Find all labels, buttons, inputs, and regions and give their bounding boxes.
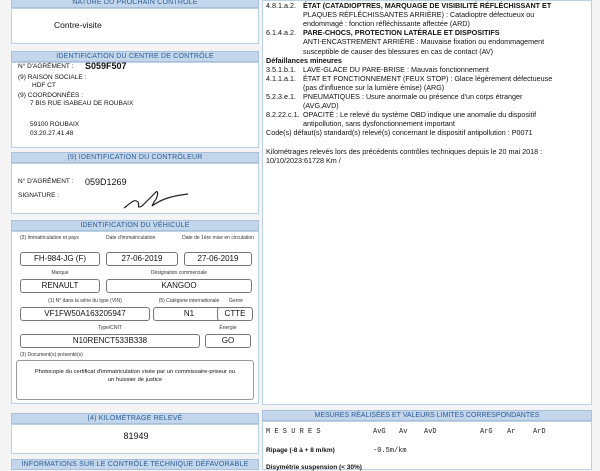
vin-label: (1) N° dans la série du type (VIN) (48, 298, 122, 304)
right-column (262, 0, 592, 470)
controleur-panel (11, 163, 259, 214)
ripage-value: -0.5m/km (373, 447, 407, 455)
defect-text: OPACITÉ : Le relevé du système OBD indique une anomalie du dispositif (303, 110, 537, 120)
docs-text-line-1: Photocopie du certificat d'immatriculation visée par un commissaire-priseur ou (34, 369, 236, 375)
mesures-col-arg: ArG (480, 428, 493, 436)
immat-value: FH-984-JG (F) (20, 252, 100, 266)
docs-text-line-2: un huissier de justice (107, 377, 163, 383)
vehicule-panel (11, 231, 259, 404)
mesures-title: M E S U R E S (266, 428, 321, 436)
left-column (11, 0, 259, 470)
cat-value: N1 (153, 307, 225, 321)
address-line-1: 7 BIS RUE ISABEAU DE ROUBAIX (30, 100, 134, 107)
mineures-header: Défaillances mineures (266, 55, 342, 65)
energie-label: Énergie (219, 325, 237, 331)
controleur-agrement-label: N° D'AGRÉMENT : (18, 178, 74, 185)
kilometrage-header: (4) KILOMÉTRAGE RELEVÉ (11, 413, 259, 424)
mesures-col-avg: AvG (373, 428, 386, 436)
mesures-col-ard: ArD (533, 428, 546, 436)
next-measure-label: Disymétrie suspension (< 30%) (266, 464, 362, 471)
vehicule-header: IDENTIFICATION DU VÉHICULE (11, 220, 259, 231)
centre-agrement-value: S059F507 (85, 61, 127, 71)
date-immat-value: 27-06-2019 (106, 252, 178, 266)
defect-text: PLAQUES RÉFLÉCHISSANTES ARRIÈRE) : Catadioptre défectueux ou (303, 10, 535, 20)
ripage-label: Ripage (-8 à + 8 m/km) (266, 447, 335, 454)
date-immat-label: Date d'immatriculation (106, 235, 156, 241)
defect-code: 6.1.4.a.2. (266, 28, 296, 38)
defect-text: (pas d'influence sur la lumière émise) (ARG) (303, 82, 445, 92)
signature-mark (116, 178, 196, 214)
mesures-col-av: Av (399, 428, 408, 436)
centre-agrement-label: N° D'AGRÉMENT : (18, 63, 74, 70)
signature-label: SIGNATURE : (18, 192, 60, 199)
info-footer-header: INFORMATIONS SUR LE CONTRÔLE TECHNIQUE DÉFAVORABLE (11, 459, 259, 470)
genre-label: Genre (229, 298, 243, 304)
defect-text: susceptible de causer des blessures en cas de contact (AV) (303, 46, 494, 56)
vin-value: VF1FW50A163205947 (20, 307, 150, 321)
date-mise-label: Date de 1ère mise en circulation (182, 235, 254, 241)
cat-label: (5) Catégorie internationale (158, 298, 220, 304)
defect-code: 4.8.1.a.2. (266, 1, 296, 10)
obd-code-line: Code(s) défaut(s) standard(s) relevé(s) concernant le dispositif antipollution : P0071 (266, 128, 533, 138)
docs-box (16, 360, 254, 400)
designation-value: KANGOO (106, 279, 252, 293)
defect-text: (AVG,AVD) (303, 101, 339, 111)
centre-panel (11, 62, 259, 148)
kilometrage-value: 81949 (123, 431, 149, 441)
defect-text: PARE-CHOCS, PROTECTION LATÉRALE ET DISPOSITIFS (303, 28, 500, 38)
type-value: N10RENCT533B338 (20, 334, 200, 348)
defect-text: antipollution, sans dysfonctionnement important (303, 119, 455, 129)
defect-text: endommagé : fonction réfléchissante affectée (ARD) (303, 19, 470, 29)
defect-line (266, 48, 493, 57)
raison-sociale-value: HDF CT (32, 82, 56, 89)
immat-label: (2) Immatriculation et pays (20, 235, 79, 241)
controleur-agrement-value: 059D1269 (85, 177, 127, 187)
km-history-line-1: Kilométrages relevés lors des précédents contrôles techniques depuis le 20 mai 2018 : (266, 146, 543, 156)
defect-text: ÉTAT (CATADIOPTRES, MARQUAGE DE VISIBILITÉ RÉFLÉCHISSANT ET (303, 1, 552, 10)
centre-header: IDENTIFICATION DU CENTRE DE CONTRÔLE (11, 51, 259, 62)
controleur-header: (9) IDENTIFICATION DU CONTRÔLEUR (11, 152, 259, 163)
defect-code: 8.2.22.c.1. (266, 110, 300, 120)
km-history-line-2: 10/10/2023:61728 Km / (266, 155, 341, 165)
energie-value: GO (205, 334, 251, 348)
defect-text: ANTI-ENCASTREMENT ARRIÈRE : Mauvaise fixation ou endommagement (303, 37, 545, 47)
type-label: Type/CNIT (98, 325, 122, 331)
designation-label: Désignation commerciale (150, 270, 208, 276)
next-visit-header: NATURE DU PROCHAIN CONTRÔLE (11, 0, 259, 8)
mesures-header: MESURES RÉALISÉES ET VALEURS LIMITES CORRESPONDANTES (262, 410, 592, 421)
mesures-col-ar: Ar (507, 428, 516, 436)
docs-label: (3) Document(s) présenté(s) (20, 352, 83, 358)
defect-code: 4.1.1.a.1. (266, 73, 296, 83)
marque-label: Marque (51, 270, 69, 276)
mesures-panel (262, 421, 592, 470)
phone: 03.20.27.41.48 (30, 130, 74, 137)
next-visit-panel (11, 8, 259, 44)
defect-text: LAVE-GLACE DU PARE-BRISE : Mauvais fonctionnement (303, 64, 489, 74)
mesures-col-avd: AvD (424, 428, 437, 436)
coordonnees-label: (9) COORDONNÉES : (18, 92, 84, 99)
genre-value: CTTE (217, 307, 253, 321)
next-visit-value: Contre-visite (54, 20, 102, 30)
defect-text: PNEUMATIQUES : Usure anormale ou présence d'un corps étranger (303, 92, 523, 101)
defect-code: 5.2.3.e.1. (266, 92, 296, 101)
address-line-2: 59100 ROUBAIX (30, 121, 80, 128)
date-mise-value: 27-06-2019 (184, 252, 252, 266)
marque-value: RENAULT (20, 279, 100, 293)
raison-sociale-label: (9) RAISON SOCIALE : (18, 74, 87, 81)
defect-text: ÉTAT ET FONCTIONNEMENT (FEUX STOP) : Glace légèrement défectueuse (303, 73, 553, 83)
kilometrage-panel (11, 424, 259, 454)
defect-code: 3.5.1.b.1. (266, 64, 296, 74)
